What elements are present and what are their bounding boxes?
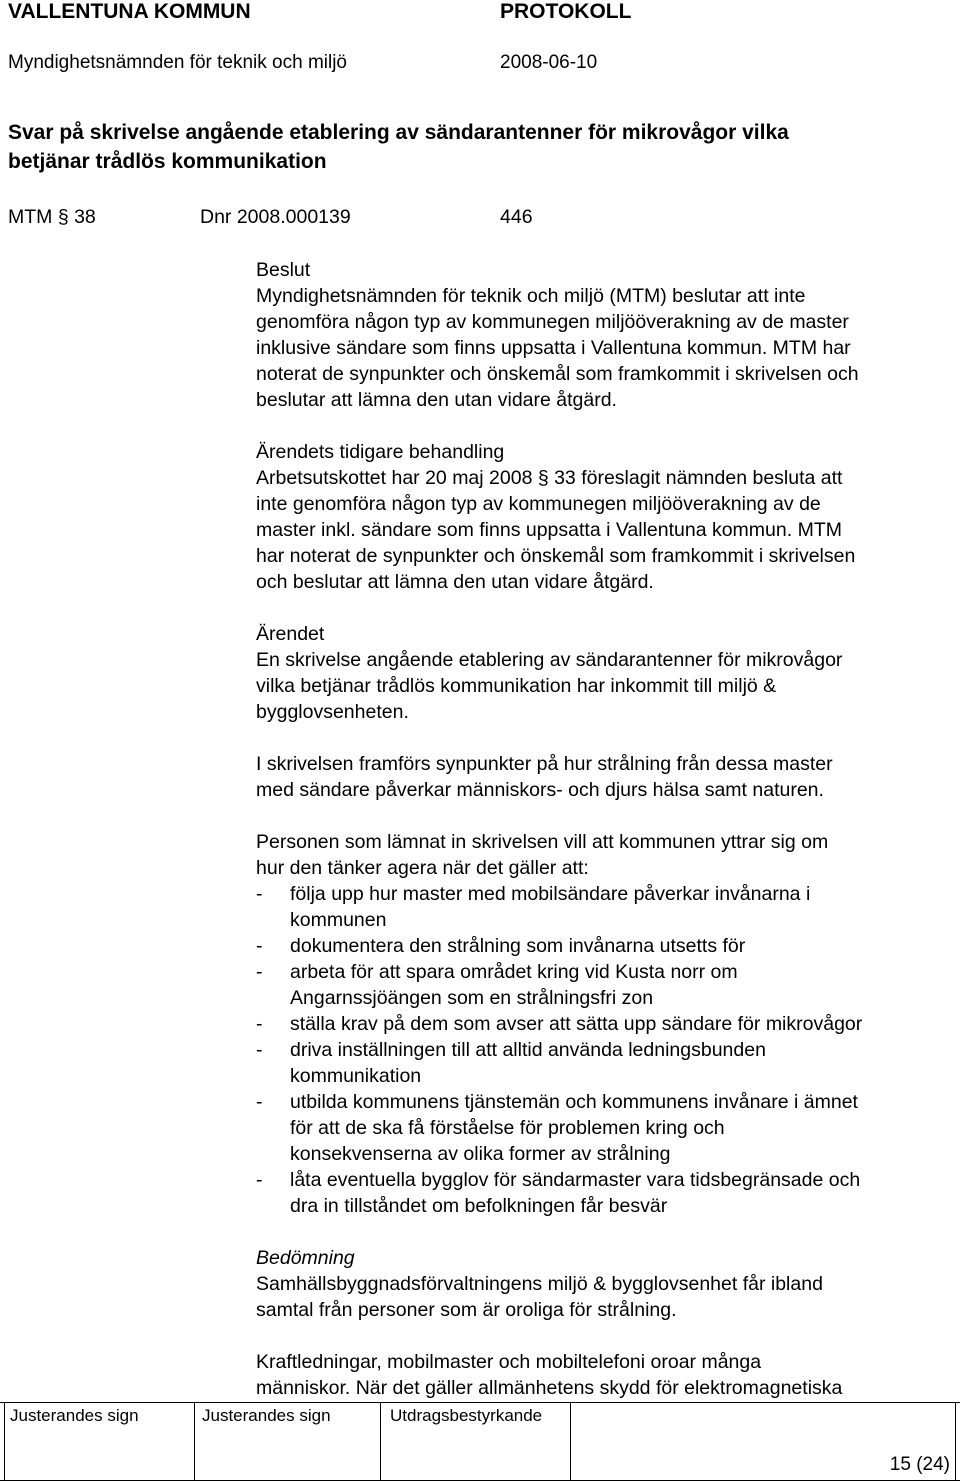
- list-item: [256, 959, 956, 1011]
- footer-cell-divider: [570, 1402, 571, 1480]
- beslut-line: genomföra någon typ av kommunegen miljööverakning av de master: [256, 311, 849, 333]
- bedomning-line: samtal från personer som är oroliga för strålning.: [256, 1299, 677, 1321]
- list-item: [256, 933, 956, 959]
- bedomning-line: Kraftledningar, mobilmaster och mobiltelefoni oroar många: [256, 1351, 762, 1373]
- arendet-line: vilka betjänar trådlös kommunikation har inkommit till miljö &: [256, 675, 777, 697]
- list-dash: -: [256, 883, 263, 905]
- tidigare-line: Arbetsutskottet har 20 maj 2008 § 33 föreslagit nämnden besluta att: [256, 467, 843, 489]
- bedomning-line: människor. När det gäller allmänhetens skydd för elektromagnetiska: [256, 1377, 843, 1399]
- footer-top-border: [0, 1402, 960, 1403]
- footer-cell-divider: [955, 1402, 956, 1480]
- section-heading-tidigare-behandling: Ärendets tidigare behandling: [256, 441, 505, 463]
- archive-code: 446: [500, 206, 533, 228]
- document-type: PROTOKOLL: [500, 0, 632, 23]
- beslut-line: inklusive sändare som finns uppsatta i Vallentuna kommun. MTM har: [256, 337, 851, 359]
- beslut-line: noterat de synpunkter och önskemål som framkommit i skrivelsen och: [256, 363, 859, 385]
- list-item-text: låta eventuella bygglov för sändarmaster vara tidsbegränsade och: [290, 1169, 861, 1191]
- tidigare-line: master inkl. sändare som finns uppsatta i Vallentuna kommun. MTM: [256, 519, 842, 541]
- paragraph-reference: MTM § 38: [8, 206, 96, 228]
- list-item-text: arbeta för att spara området kring vid Kusta norr om: [290, 961, 738, 983]
- footer-cell-divider: [380, 1402, 381, 1480]
- page-title-line-1: Svar på skrivelse angående etablering av sändarantenner för mikrovågor vilka: [8, 121, 789, 144]
- page-number: 15 (24): [889, 1454, 950, 1475]
- tidigare-line: inte genomföra någon typ av kommunegen miljööverakning av de: [256, 493, 821, 515]
- beslut-line: Myndighetsnämnden för teknik och miljö (MTM) beslutar att inte: [256, 285, 806, 307]
- section-heading-beslut: Beslut: [256, 259, 311, 281]
- signature-footer: [0, 1402, 960, 1482]
- arendet-line: bygglovsenheten.: [256, 701, 409, 723]
- arendet-line: I skrivelsen framförs synpunkter på hur strålning från dessa master: [256, 753, 833, 775]
- arendet-line: hur den tänker agera när det gäller att:: [256, 857, 589, 879]
- list-dash: -: [256, 1169, 263, 1191]
- list-item-text: dra in tillståndet om befolkningen får besvär: [290, 1195, 668, 1217]
- list-item-text: konsekvenserna av olika former av strålning: [290, 1143, 671, 1165]
- arendet-line: Personen som lämnat in skrivelsen vill att kommunen yttrar sig om: [256, 831, 829, 853]
- list-item: [256, 1011, 956, 1037]
- justerandes-sign-label-1: Justerandes sign: [10, 1406, 139, 1425]
- beslut-line: beslutar att lämna den utan vidare åtgärd.: [256, 389, 617, 411]
- tidigare-line: och beslutar att lämna den utan vidare åtgärd.: [256, 571, 654, 593]
- footer-bottom-border: [0, 1480, 960, 1481]
- arendet-line: med sändare påverkar människors- och djurs hälsa samt naturen.: [256, 779, 824, 801]
- organization-name: VALLENTUNA KOMMUN: [8, 0, 251, 23]
- utdragsbestyrkande-label: Utdragsbestyrkande: [390, 1406, 543, 1425]
- arendet-line: En skrivelse angående etablering av sändarantenner för mikrovågor: [256, 649, 843, 671]
- footer-cell-divider: [194, 1402, 195, 1480]
- list-item-text: driva inställningen till att alltid använda ledningsbunden: [290, 1039, 766, 1061]
- footer-cell-divider: [4, 1402, 5, 1480]
- list-item-text: följa upp hur master med mobilsändare påverkar invånarna i: [290, 883, 811, 905]
- meeting-date: 2008-06-10: [500, 52, 598, 73]
- list-item-text: dokumentera den strålning som invånarna utsetts för: [290, 935, 746, 957]
- list-item-text: för att de ska få förståelse för problemen kring och: [290, 1117, 725, 1139]
- list-item-text: kommunikation: [290, 1065, 422, 1087]
- diary-number: Dnr 2008.000139: [200, 206, 351, 228]
- section-heading-arendet: Ärendet: [256, 623, 325, 645]
- list-item-text: utbilda kommunens tjänstemän och kommunens invånare i ämnet: [290, 1091, 858, 1113]
- justerandes-sign-label-2: Justerandes sign: [202, 1406, 331, 1425]
- bedomning-line: Samhällsbyggnadsförvaltningens miljö & bygglovsenhet får ibland: [256, 1273, 823, 1295]
- list-item: [256, 1037, 956, 1089]
- list-item: [256, 1089, 956, 1167]
- list-item: [256, 881, 956, 933]
- section-heading-bedomning: Bedömning: [256, 1247, 355, 1269]
- list-item-text: ställa krav på dem som avser att sätta upp sändare för mikrovågor: [290, 1013, 863, 1035]
- list-dash: -: [256, 1091, 263, 1113]
- list-dash: -: [256, 1039, 263, 1061]
- list-dash: -: [256, 961, 263, 983]
- tidigare-line: har noterat de synpunkter och önskemål som framkommit i skrivelsen: [256, 545, 856, 567]
- committee-name: Myndighetsnämnden för teknik och miljö: [8, 52, 348, 73]
- list-item: [256, 1167, 956, 1219]
- list-dash: -: [256, 1013, 263, 1035]
- page-title-line-2: betjänar trådlös kommunikation: [8, 150, 327, 173]
- list-dash: -: [256, 935, 263, 957]
- list-item-text: kommunen: [290, 909, 387, 931]
- list-item-text: Angarnssjöängen som en strålningsfri zon: [290, 987, 654, 1009]
